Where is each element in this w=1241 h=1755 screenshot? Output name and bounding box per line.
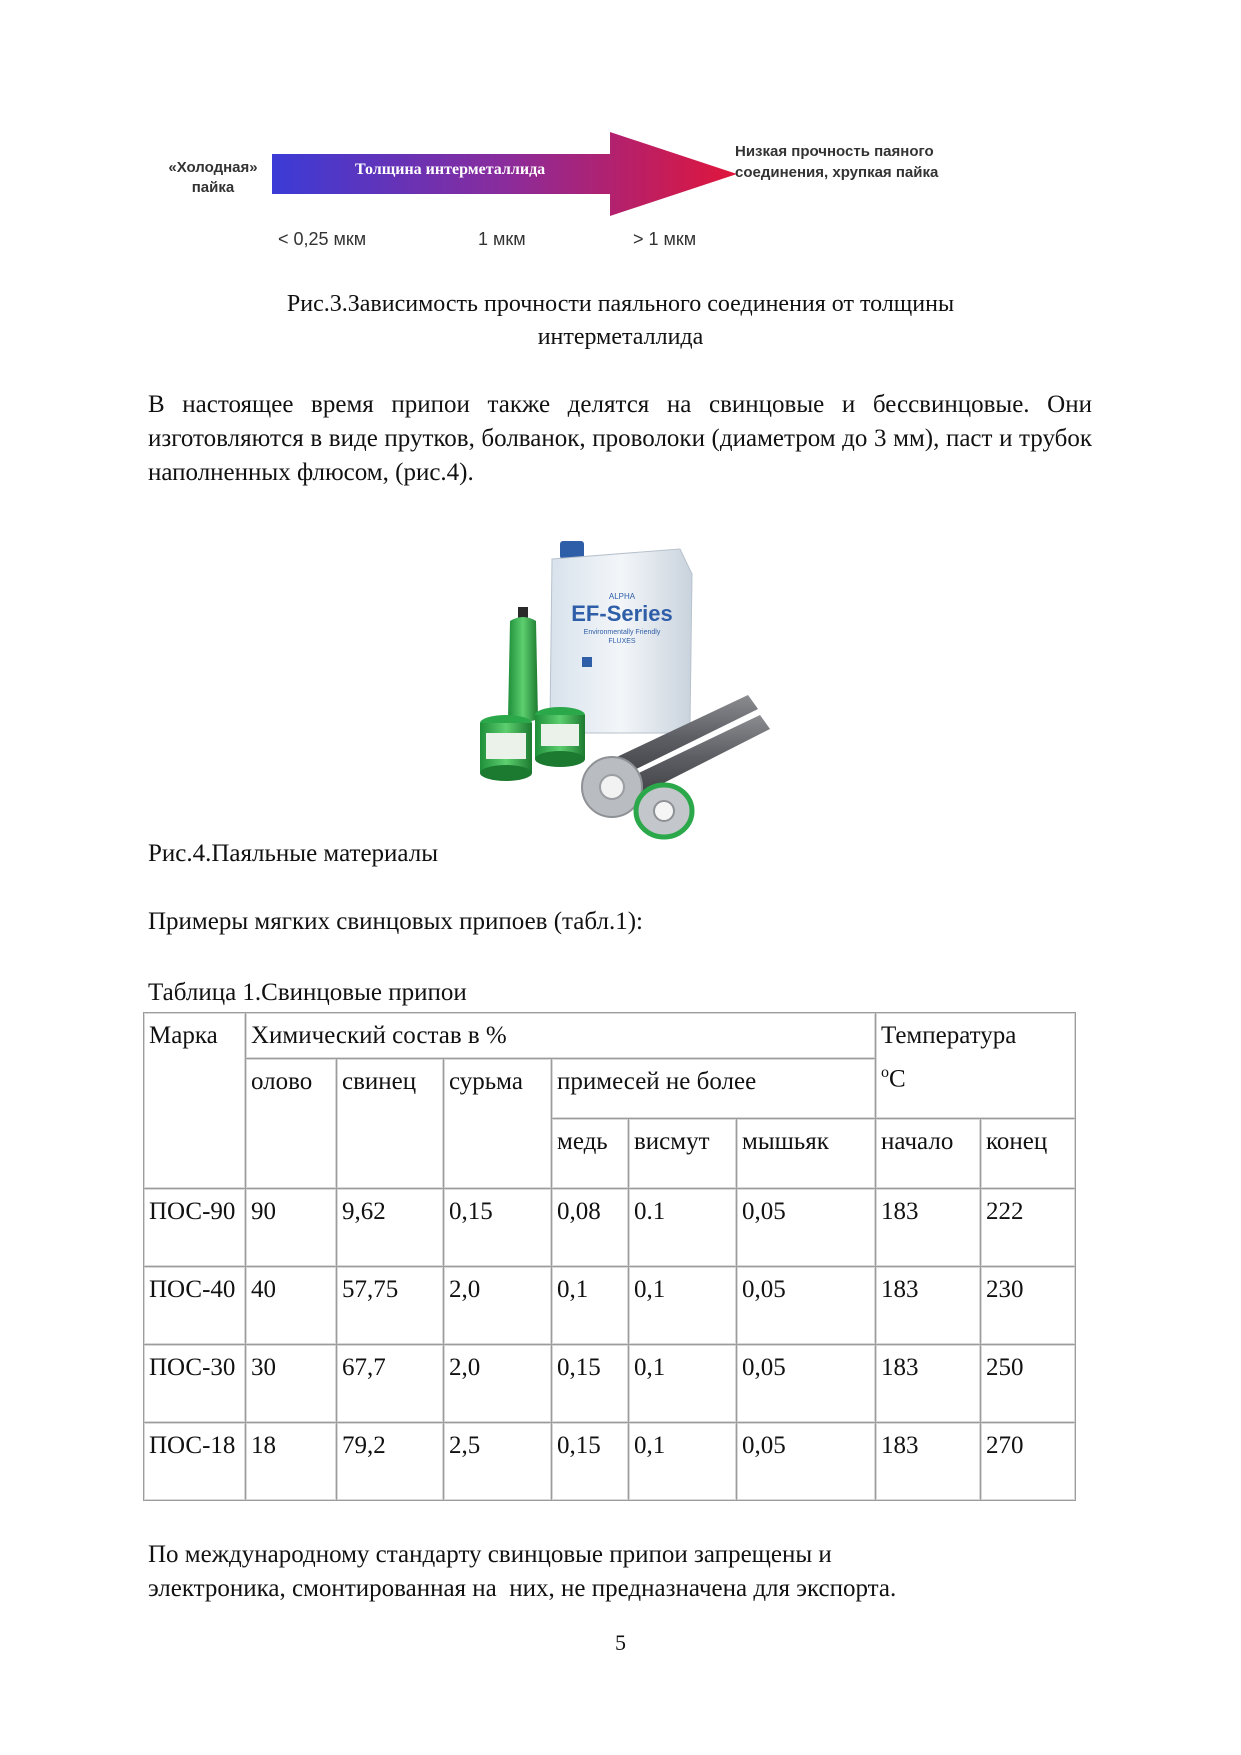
paragraph-solder-types: В настоящее время припои также делятся на свинцовые и бессвинцовые. Они изготовляются в виде прутков, болванок, проволоки (диаметром до 3 мм), паст и трубок наполненных флюсом, (рис.4). — [148, 391, 1092, 486]
cold-solder-label: «Холодная» пайка — [168, 159, 258, 196]
paragraph3-line2: электроника, смонтированная на них, не предназначена для экспорта. — [148, 1575, 897, 1602]
cell-antimony: 2,5 — [444, 1423, 552, 1501]
table-row — [144, 1267, 1076, 1345]
solder-table — [143, 1012, 1076, 1501]
cell-copper: 0,08 — [552, 1189, 629, 1267]
intermetallic-thickness-figure — [150, 128, 990, 258]
scale-label-thin: < 0,25 мкм — [278, 229, 367, 249]
cell-arsenic: 0,05 — [737, 1267, 876, 1345]
cell-bismuth: 0,1 — [629, 1267, 737, 1345]
page-number: 5 — [615, 1630, 626, 1655]
arrow-label: Толщина интерметаллида — [355, 161, 546, 178]
figure3-caption — [0, 288, 1241, 354]
cell-start: 183 — [876, 1345, 981, 1423]
cell-bismuth: 0.1 — [629, 1189, 737, 1267]
cell-tin: 18 — [246, 1423, 337, 1501]
cell-copper: 0,1 — [552, 1267, 629, 1345]
table-row — [144, 1345, 1076, 1423]
figure3-caption-line2: интерметаллида — [537, 324, 704, 350]
cell-lead: 67,7 — [337, 1345, 444, 1423]
cell-mark: ПОС-90 — [144, 1189, 246, 1267]
figure4-caption: Рис.4.Паяльные материалы — [148, 840, 439, 867]
cell-mark: ПОС-18 — [144, 1423, 246, 1501]
soldering-materials-photo — [452, 519, 782, 844]
product-subtitle1: Environmentally Friendly — [583, 629, 661, 636]
header-end: конец — [981, 1119, 1076, 1189]
table-caption: Таблица 1.Свинцовые припои — [148, 979, 467, 1006]
temperature-title: Температура — [881, 1022, 1017, 1049]
header-tin: олово — [246, 1059, 337, 1189]
paragraph-table-intro: Примеры мягких свинцовых припоев (табл.1): — [148, 908, 643, 935]
flux-canister — [550, 541, 692, 733]
cell-arsenic: 0,05 — [737, 1189, 876, 1267]
temperature-unit: $^o$C — [881, 1064, 906, 1093]
figure3-caption-line1: Рис.3.Зависимость прочности паяльного соединения от толщины — [286, 291, 955, 317]
scale-label-medium: 1 мкм — [478, 229, 526, 249]
cell-start: 183 — [876, 1189, 981, 1267]
cell-end: 222 — [981, 1189, 1076, 1267]
header-start: начало — [876, 1119, 981, 1189]
header-bismuth: висмут — [629, 1119, 737, 1189]
cell-antimony: 2,0 — [444, 1267, 552, 1345]
cell-lead: 57,75 — [337, 1267, 444, 1345]
header-antimony: сурьма — [444, 1059, 552, 1189]
cell-start: 183 — [876, 1423, 981, 1501]
cell-end: 250 — [981, 1345, 1076, 1423]
header-lead: свинец — [337, 1059, 444, 1189]
cell-mark: ПОС-40 — [144, 1267, 246, 1345]
cell-end: 230 — [981, 1267, 1076, 1345]
cell-arsenic: 0,05 — [737, 1345, 876, 1423]
weak-joint-label: Низкая прочность паяного соединения, хрупкая пайка — [735, 143, 939, 181]
cell-copper: 0,15 — [552, 1423, 629, 1501]
header-mark: Марка — [144, 1013, 246, 1189]
header-temperature — [876, 1013, 1076, 1119]
header-composition: Химический состав в % — [246, 1013, 876, 1059]
green-flux-bottle — [508, 607, 538, 722]
header-arsenic: мышьяк — [737, 1119, 876, 1189]
cell-start: 183 — [876, 1267, 981, 1345]
cell-arsenic: 0,05 — [737, 1423, 876, 1501]
table-row — [144, 1423, 1076, 1501]
cell-lead: 79,2 — [337, 1423, 444, 1501]
header-copper: медь — [552, 1119, 629, 1189]
cell-mark: ПОС-30 — [144, 1345, 246, 1423]
cell-bismuth: 0,1 — [629, 1345, 737, 1423]
paragraph3-line1: По международному стандарту свинцовые припои запрещены и — [148, 1541, 832, 1568]
cell-lead: 9,62 — [337, 1189, 444, 1267]
cell-tin: 30 — [246, 1345, 337, 1423]
cell-tin: 40 — [246, 1267, 337, 1345]
scale-label-thick: > 1 мкм — [633, 229, 697, 249]
cell-tin: 90 — [246, 1189, 337, 1267]
cell-end: 270 — [981, 1423, 1076, 1501]
table-row — [144, 1189, 1076, 1267]
cell-antimony: 2,0 — [444, 1345, 552, 1423]
product-subtitle2: FLUXES — [608, 638, 636, 645]
product-title: EF-Series — [571, 601, 673, 626]
cell-antimony: 0,15 — [444, 1189, 552, 1267]
cell-copper: 0,15 — [552, 1345, 629, 1423]
header-impurities: примесей не более — [552, 1059, 876, 1119]
paragraph-export-restriction — [148, 1538, 1092, 1606]
cell-bismuth: 0,1 — [629, 1423, 737, 1501]
brand-text: ALPHA — [608, 592, 636, 601]
